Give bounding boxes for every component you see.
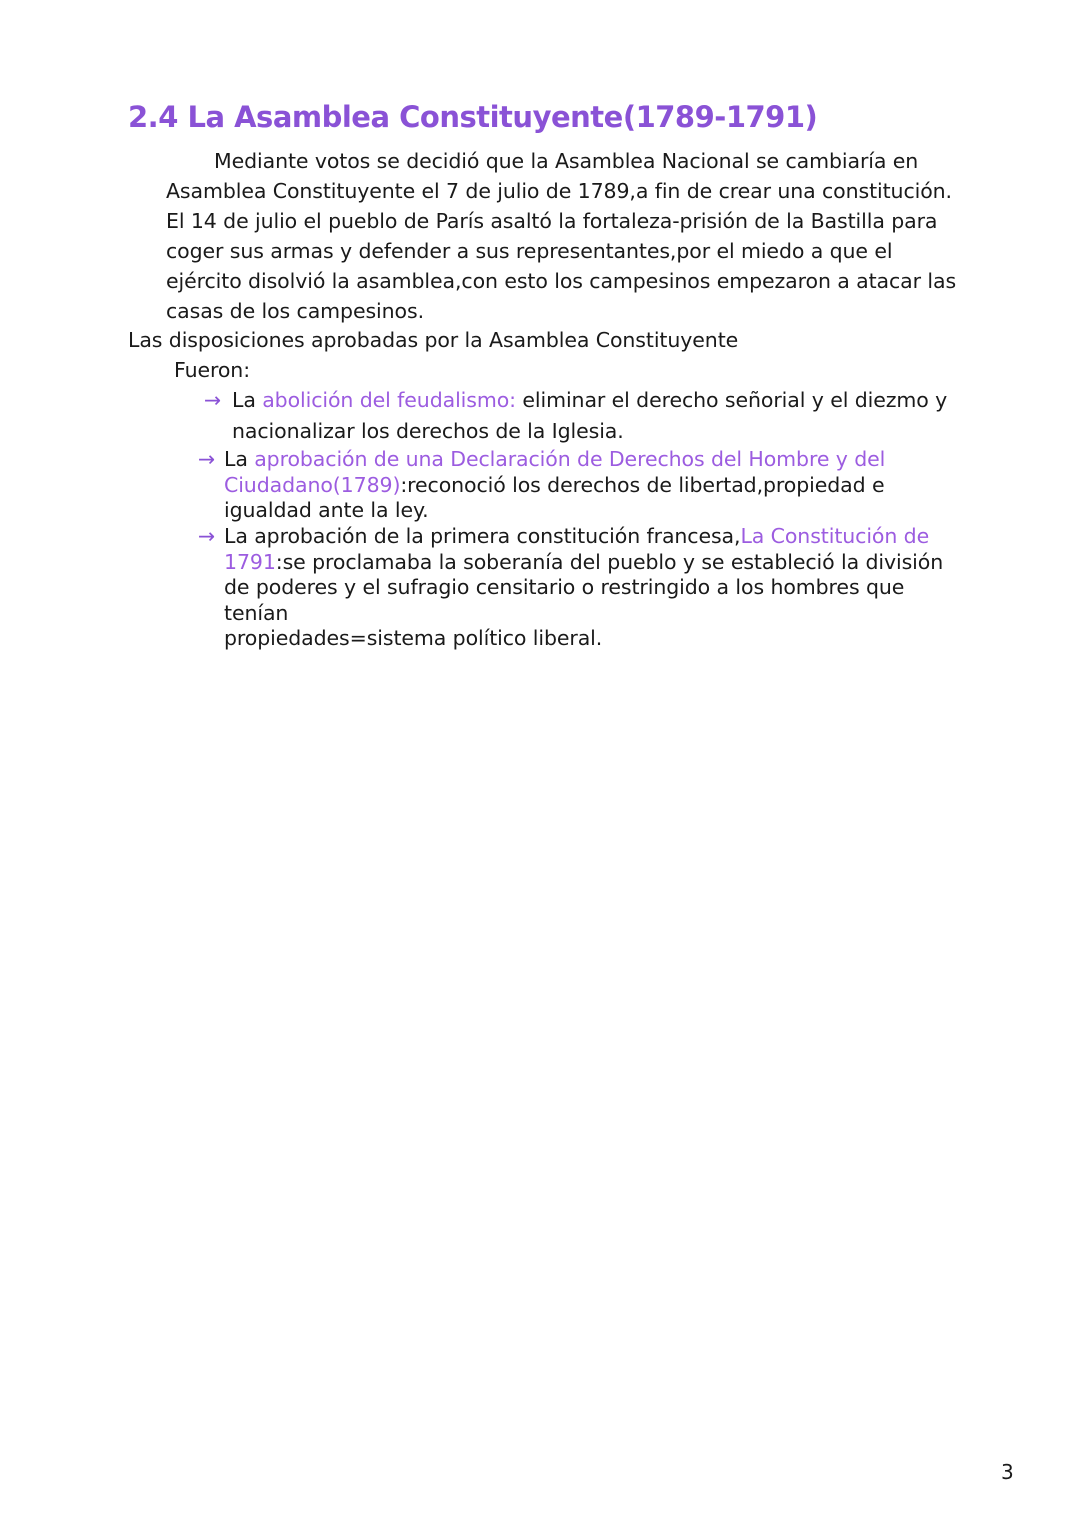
bullet-item [204, 385, 974, 447]
bullet-highlight: La Constitución de 1791 [224, 524, 930, 574]
fueron-label: Fueron: [174, 358, 250, 382]
intro-line: Las disposiciones aprobadas por la Asamblea Constituyente [128, 328, 739, 352]
bullet-continuation: propiedades=sistema político liberal. [224, 626, 603, 650]
arrow-right-icon: → [204, 388, 222, 412]
bullet-item [198, 524, 968, 652]
bullet-prefix: La [224, 447, 255, 471]
bullet-body [198, 447, 938, 524]
body-paragraph [166, 146, 966, 326]
bullet-text: :se proclamaba la soberanía del pueblo y se estableció la división de poderes y el sufragio censitario o restringido a los hombres que tenían [224, 549, 944, 625]
bullet-highlight: aprobación de una Declaración de Derechos del Hombre y del Ciudadano(1789) [224, 447, 886, 497]
bullet-text: eliminar el derecho señorial y el diezmo y nacionalizar los derechos de la Iglesia. [232, 388, 948, 443]
bullet-prefix: La aprobación de la primera constitución francesa, [224, 524, 741, 548]
paragraph-text: Mediante votos se decidió que la Asamblea Nacional se cambiaría en Asamblea Constituyente el 7 de julio de 1789,a fin de crear una constitución. El 14 de julio el pueblo de París asaltó la fortaleza-prisión de la Bastilla para coger sus armas y defender a sus representantes,por el miedo a que el ejército disolvió la asamblea,con esto los campesinos empezaron a atacar las casas de los campesinos. [166, 149, 957, 323]
arrow-right-icon: → [198, 524, 216, 548]
bullet-item [198, 447, 938, 524]
bullet-highlight: abolición del feudalismo: [262, 388, 516, 412]
bullet-prefix: La [232, 388, 263, 412]
section-title: 2.4 La Asamblea Constituyente(1789-1791) [128, 100, 818, 134]
bullet-body [198, 524, 968, 652]
page-number: 3 [1001, 1460, 1014, 1484]
bullet-body [204, 385, 974, 447]
arrow-right-icon: → [198, 447, 216, 471]
bullet-text: :reconoció los derechos de libertad,propiedad e igualdad ante la ley. [224, 472, 885, 522]
